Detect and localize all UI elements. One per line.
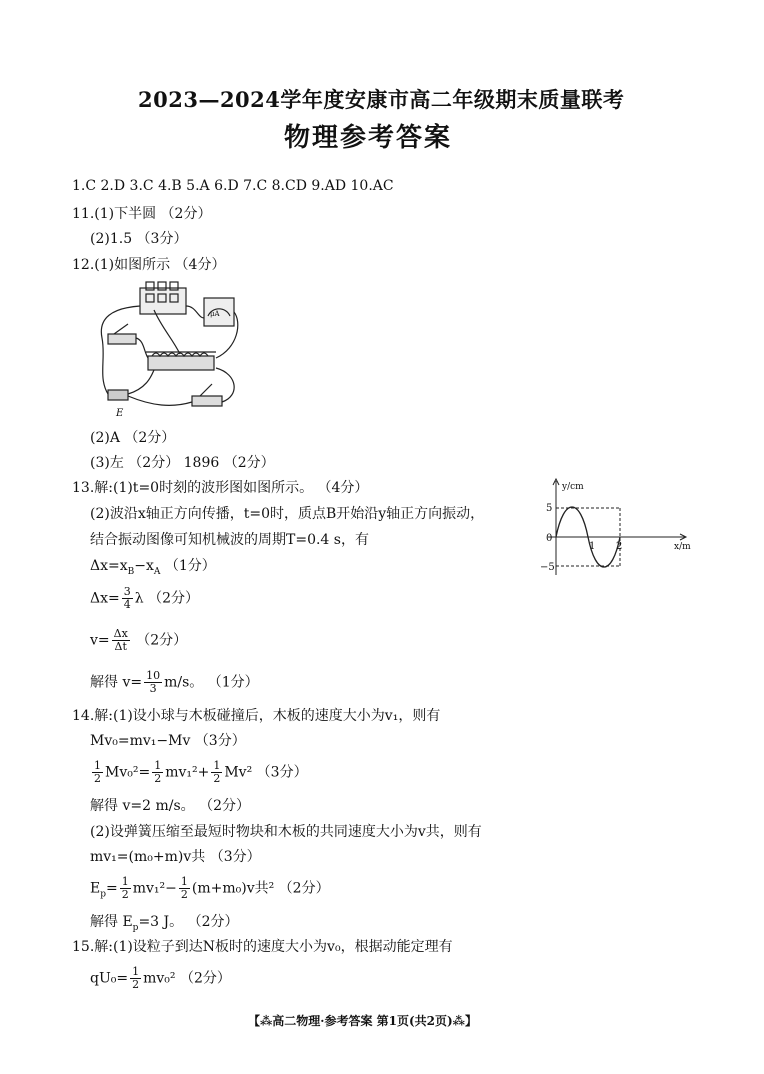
q12-line3: (3)左 （2分） 1896 （2分） <box>90 455 275 471</box>
q11-line2: (2)1.5 （3分） <box>90 231 188 247</box>
graph-ylabel: y/cm <box>562 482 584 492</box>
page-footer: 【⁂高二物理·参考答案 第1页(共2页)⁂】 <box>248 1014 477 1028</box>
graph-x1: 1 <box>589 541 596 552</box>
q13-eq1: $\Delta x=x_B-x_A$ （1分） <box>90 558 216 577</box>
battery-label: E <box>116 408 124 419</box>
meter-label: μA <box>210 310 220 318</box>
q13-line3: 结合振动图像可知机械波的周期T=0.4 s，有 <box>90 532 369 548</box>
q13-line2: (2)波沿x轴正方向传播，t=0时，质点B开始沿y轴正方向振动， <box>90 506 485 522</box>
graph-y-neg: −5 <box>540 562 555 573</box>
q14-eq1: Mv₀=mv₁−Mv （3分） <box>90 733 246 749</box>
graph-y-zero: 0 <box>546 533 553 544</box>
q14-line1: 14.解:(1)设小球与木板碰撞后，木板的速度大小为v₁，则有 <box>72 708 441 724</box>
circuit-figure <box>92 278 242 420</box>
q14-line4: (2)设弹簧压缩至最短时物块和木板的共同速度大小为v共，则有 <box>90 824 482 840</box>
q13-eq2: Δx= $\frac{3}{4}$ λ （2分） <box>90 585 199 611</box>
multiple-choice-answers: 1.C 2.D 3.C 4.B 5.A 6.D 7.C 8.CD 9.AD 10.AC <box>72 178 394 194</box>
q15-eq1: qU₀= $\frac{1}{2}$ mv₀² （2分） <box>90 965 231 991</box>
q14-eq3: mv₁=(m₀+m)v共 （3分） <box>90 849 261 865</box>
q14-eq2: $\frac{1}{2}$ Mv₀²= $\frac{1}{2}$ mv₁²+ $\frac{1}{2}$ Mv² （3分） <box>94 759 308 785</box>
q14-eq4: $E_p=$ $\frac{1}{2}$ mv₁²− $\frac{1}{2}$ (m+m₀)v共² （2分） <box>90 875 330 901</box>
q14-line3: 解得 v=2 m/s。 （2分） <box>90 798 250 814</box>
graph-xlabel: x/m <box>674 542 691 552</box>
page-subtitle: 物理参考答案 <box>284 123 453 153</box>
q13-eq4: 解得 v= $\frac{10}{3}$ m/s。 （1分） <box>90 669 259 695</box>
q13-eq3: v= $\frac{\Delta x}{\Delta t}$ （2分） <box>90 627 188 653</box>
q11-line1: 11.(1)下半圆 （2分） <box>72 206 212 222</box>
q14-line5: 解得 $E_p=3$ J。 （2分） <box>90 914 239 933</box>
q12-line1: 12.(1)如图所示 （4分） <box>72 257 226 273</box>
q12-line2: (2)A （2分） <box>90 430 176 446</box>
q15-line1: 15.解:(1)设粒子到达N板时的速度大小为v₀，根据动能定理有 <box>72 939 453 955</box>
graph-x2: 2 <box>616 541 623 552</box>
page-title: 2023—2024学年度安康市高二年级期末质量联考 <box>138 87 625 112</box>
q13-line1: 13.解:(1)t=0时刻的波形图如图所示。 （4分） <box>72 480 369 496</box>
graph-y-pos: 5 <box>546 503 553 514</box>
wave-graph <box>538 477 698 577</box>
